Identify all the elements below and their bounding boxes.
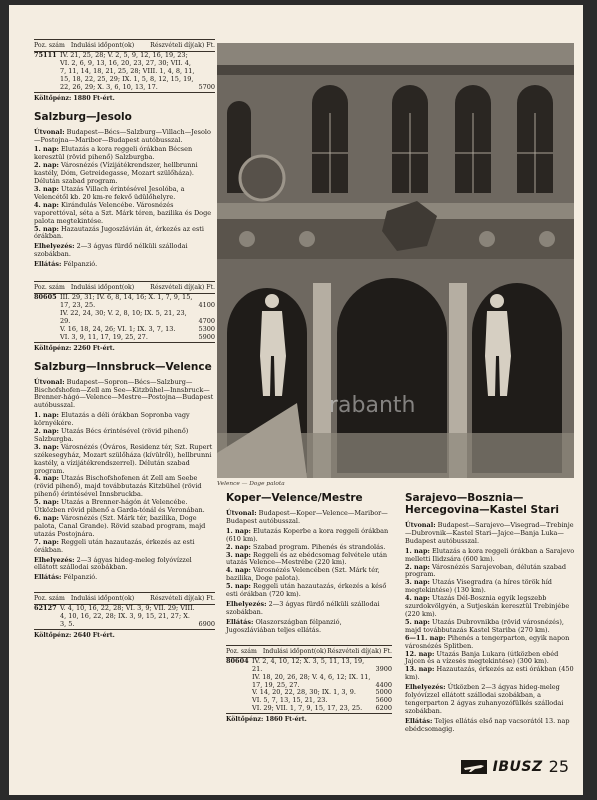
itinerary-day: 5. nap: Utazás a Brenner-hágón át Velencébe. Útközben rövid pihenő a Garda-tónál és Veronában.: [34, 498, 205, 515]
itinerary-day: 3. nap: Utazás Villach érintésével Jesolóba, a Velencétől kb. 20 km-re fekvő üdülőhelyre.: [34, 184, 185, 201]
itinerary-day: 5. nap: Hazautazás Jugoszlávián át, érkezés az esti órákban.: [34, 224, 204, 241]
table-row: 80604 IV. 2, 4, 10, 12; X. 3, 5, 11, 13, 19, 21. 3900: [226, 656, 392, 673]
itinerary-day: 1. nap: Elutazás a déli órákban Sopronba vagy környékére.: [34, 411, 190, 428]
itinerary-day: 6—11. nap: Pihenés a tengerparton, egyik napon városnézés Splitben.: [405, 633, 570, 650]
tour-title: Salzburg—Jesolo: [34, 110, 132, 123]
itinerary-day: 1. nap: Elutazás Koperbe a kora reggeli órákban (610 km).: [226, 526, 389, 543]
photo-caption: Velence — Doge palota: [217, 481, 285, 487]
itinerary-day: 5. nap: Reggeli után hazautazás, érkezés a késő esti órákban (720 km).: [226, 582, 387, 599]
itinerary-day: 4. nap: Városnézés Velencében (Szt. Márk tér, bazilika, Doge palota).: [226, 566, 380, 583]
pocket-money: Költőpénz: 2260 Ft-ért.: [34, 344, 115, 352]
pocket-money: Költőpénz: 1880 Ft-ért.: [34, 94, 115, 102]
ibusz-plane-icon: [461, 760, 487, 774]
lodging: Elhelyezés: 2—3 ágyas fürdő nélküli szállodai szobákban.: [34, 242, 188, 259]
pocket-money: Költőpénz: 2640 Ft-ért.: [34, 632, 115, 640]
col-head-poz: Poz. szám: [34, 42, 65, 49]
table-row: IV. 18, 20, 26, 28; V. 4, 6, 12; IX. 11, 17, 19, 25, 27. 4400: [252, 672, 392, 689]
tour-title: Sarajevo—Bosznia—Hercegovina—Kastel Stari: [405, 492, 559, 516]
table-row: [34, 52, 215, 92]
table-header: Poz. szám Indulási időpont(ok) Részvételi díj(ak) Ft.: [34, 284, 215, 292]
itinerary-day: 7. nap: Reggeli után hazautazás, érkezés az esti órákban.: [34, 537, 195, 554]
catalog-page: [9, 5, 583, 795]
itinerary-day: 3. nap: Városnézés (Óváros, Residenz tér, Szt. Rupert székesegyház, Mozart szülőháza (kívülről), hellbrunni kastély, a vízijátékrendszerrel). Délután szabad program.: [34, 442, 213, 475]
board: Ellátás: Félpanzió.: [34, 573, 98, 582]
board: Ellátás: Félpanzió.: [34, 260, 98, 269]
tour-code: 75111: [34, 51, 57, 60]
table-row: 80605 III. 29, 31; IV. 6, 8, 14, 16; X. 1, 7, 9, 15, 17, 23, 25. 4100: [34, 293, 215, 310]
itinerary-day: 1. nap: Elutazás a kora reggeli órákban Bécsen keresztül (rövid pihenő) Salzburgba.: [34, 145, 193, 162]
right-column: [405, 492, 575, 734]
table-row: VI. 29; VII. 1, 7, 9, 15, 17, 23, 25. 6200: [252, 704, 392, 713]
pocket-money: Költőpénz: 1860 Ft-ért.: [226, 716, 307, 724]
table-header: Poz. szám Indulási időpont(ok) Részvételi díj(ak) Ft.: [226, 647, 392, 655]
table-row: IV. 22, 24, 30; V. 2, 8, 10; IX. 5, 21, 23, 29. 4700: [60, 309, 215, 325]
table-row: 62127 V. 4, 10, 16, 22, 28; VI. 3, 9; VII. 29; VIII. 4, 10, 16, 22, 28; IX. 3, 9, 15, 21, 27; X. 3, 5. 6900: [34, 604, 215, 629]
page-footer: [461, 757, 569, 776]
lodging: Elhelyezés: 2—3 ágyas hideg-meleg folyóvízzel ellátott szállodai szobákban.: [34, 555, 192, 572]
board: Ellátás: Teljes ellátás első nap vacsorától 13. nap ebédcsomagig.: [405, 716, 570, 733]
itinerary-day: 5. nap: Utazás Dubrovnikba (rövid városnézés), majd továbbutazás Kastel Stariba (270 km).: [405, 617, 564, 634]
table-header: [34, 40, 215, 51]
page-number: 25: [548, 757, 569, 776]
table-header: Poz. szám Indulási időpont(ok) Részvételi díj(ak) Ft.: [34, 595, 215, 603]
itinerary-day: 2. nap: Utazás Bécs érintésével (rövid pihenő) Salzburgba.: [34, 427, 189, 443]
route: Útvonal: Budapest—Bécs—Salzburg—Villach—Jesolo—Postojna—Maribor—Budapest autóbusszal.: [34, 127, 211, 144]
ibusz-logo: IBUSZ: [492, 758, 543, 775]
tour-title: Koper—Velence/Mestre: [226, 492, 363, 504]
tour-title: Salzburg—Innsbruck—Velence: [34, 360, 212, 373]
itinerary-day: 2. nap: Szabad program. Pihenés és strandolás.: [226, 542, 386, 551]
itinerary-day: 3. nap: Utazás Visegradra (a híres török híd megtekintése) (130 km).: [405, 578, 552, 595]
price: 5700: [198, 82, 215, 91]
itinerary-day: 4. nap: Utazás Bischofshofenen át Zell am Seebe (rövid pihenő), majd továbbutazás Kitzbühel (rövid pihenő) érintésével Innsbruckba.: [34, 474, 202, 499]
itinerary-day: 12. nap: Utazás Banja Lukara (útközben ebéd Jajcen és a vízesés megtekintése) (300 km).: [405, 649, 559, 666]
route: Útvonal: Budapest—Sopron—Bécs—Salzburg—Bischofshofen—Zell am See—Kitzbühel—Innsbruck—Brenner-hágó—Velence—Mestre—Postojna—Budapest autóbusszal.: [34, 377, 214, 410]
lodging: Elhelyezés: Útközben 2—3 ágyas hideg-meleg folyóvízzel ellátott szállodai szobákban, a tengerparton 2 ágyas zuhanyozófülkés szállodai szobákban.: [405, 683, 564, 715]
lodging: Elhelyezés: 2—3 ágyas fürdő nélküli szállodai szobákban.: [226, 599, 380, 616]
table-row: V. 14, 20, 22, 28, 30; IX. 1, 3, 9. 5000: [252, 688, 392, 697]
watermark: rabanth: [329, 393, 416, 418]
departure-dates: IV. 21, 25, 28; V. 2, 5, 9, 12, 16, 19, 23; VI. 2, 6, 9, 13, 16, 20, 23, 27, 30; VII. 4, 7, 11, 14, 18, 21, 25, 28; VIII. 1, 4, 8, 11, 15, 18, 22, 25, 29; IX. 1, 5, 8, 12, 15, 19, 22, 26, 29; X. 3, 6, 10, 13, 17.: [60, 51, 195, 91]
itinerary-day: 1. nap: Elutazás a kora reggeli órákban a Sarajevo melletti Ilidzsára (600 km).: [405, 546, 575, 563]
table-row: VI. 3, 9, 11, 17, 19, 25, 27. 5900: [60, 332, 215, 341]
board: Ellátás: Olaszországban félpanzió, Jugoszláviában teljes ellátás.: [226, 617, 342, 634]
itinerary-day: 4. nap: Kirándulás Velencébe. Városnézés vaporettóval, séta a Szt. Márk téren, bazilika és Doge palota megtekintése.: [34, 200, 212, 225]
itinerary-day: 2. nap: Városnézés (Vízijátékrendszer, hellbrunni kastély, Dóm, Getreidegasse, Mozart szülőháza). Délután szabad program.: [34, 161, 198, 186]
itinerary-day: 3. nap: Reggeli és az ebédcsomag felvétele után utazás Velence—Mestrébe (220 km).: [226, 550, 388, 567]
itinerary-day: 2. nap: Városnézés Sarajevoban, délután szabad program.: [405, 562, 567, 579]
route: Útvonal: Budapest—Koper—Velence—Maribor—Budapest autóbusszal.: [226, 509, 388, 525]
itinerary-day: 13. nap: Hazautazás, érkezés az esti órákban (450 km).: [405, 665, 574, 682]
table-row: V. 16, 18, 24, 26; VI. 1; IX. 3, 7, 13. 5300: [60, 324, 215, 333]
itinerary-day: 4. nap: Utazás Dél-Bosznia egyik legszebb szurdokvölgyén, a Sutjeskán keresztül Trebinjébe (220 km).: [405, 594, 570, 618]
middle-column: [226, 492, 392, 727]
route: Útvonal: Budapest—Sarajevo—Visegrad—Trebinje—Dubrovnik—Kastel Stari—Jajce—Banja Luka—Budapest autóbusszal.: [405, 521, 574, 545]
col-head-ind: Indulási időpont(ok): [70, 42, 135, 49]
itinerary-day: 6. nap: Városnézés (Szt. Márk tér, bazilika, Doge palota, Canal Grande). Rövid szabad program, majd utazás Postojnára.: [34, 514, 206, 538]
table-row: VI. 5, 7, 13, 15, 21, 23. 5600: [252, 696, 392, 705]
col-head-fee: Részvételi díj(ak) Ft.: [150, 42, 215, 49]
left-column: [34, 39, 215, 643]
